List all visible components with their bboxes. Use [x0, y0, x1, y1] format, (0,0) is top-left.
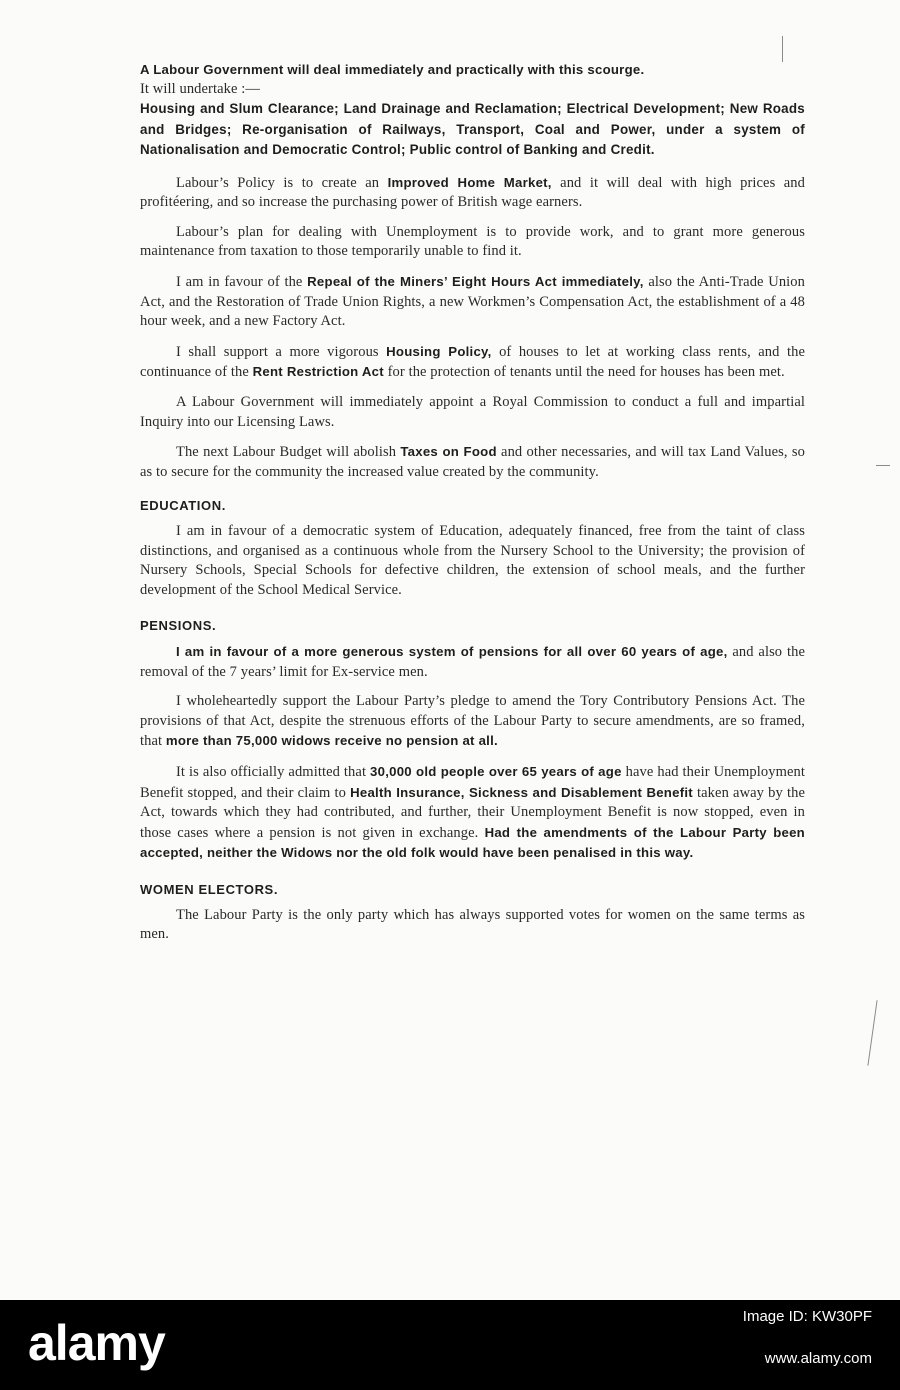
bold-fragment: Housing Policy,	[386, 343, 492, 359]
text-fragment: have had their Unemployment Benefit stopped, and their claim to	[140, 763, 806, 801]
paragraph-budget	[140, 442, 805, 482]
bold-fragment: more than 75,000 widows receive no pension at all.	[165, 733, 498, 749]
bold-fragment: Improved Home Market,	[387, 174, 552, 190]
heading-women-electors: WOMEN ELECTORS.	[140, 881, 279, 897]
paragraph-education: I am in favour of a democratic system of Education, adequately financed, free from the taint of class distinctions, and organised as a continuous whole from the Nursery School to the University; the provision of Nursery Schools, Special Schools for defective children, the extension of school meals, and the further development of the School Medical Service.	[140, 523, 805, 598]
bold-fragment: Health Insurance, Sickness and Disablement Benefit	[350, 784, 693, 800]
bold-fragment: I am in favour of a more generous system of pensions for all over 60 years of age,	[176, 643, 728, 659]
lead-subline: It will undertake :—	[140, 80, 260, 97]
text-fragment: and other necessaries, and will tax Land Values, so as to secure for the community the increased value created by the community.	[140, 444, 805, 480]
bold-fragment: Rent Restriction Act	[252, 364, 384, 380]
paragraph-pensions-3	[140, 762, 805, 864]
text-fragment: taken away by the Act, towards which they had contributed, and further, their Unemployment Benefit is now stopped, even in those cases where a pension is not given in exchange.	[140, 784, 805, 841]
bold-fragment: Taxes on Food	[400, 444, 497, 460]
paragraph-miners	[140, 272, 805, 332]
text-fragment: and also the removal of the 7 years’ limit for Ex-service men.	[140, 643, 806, 680]
margin-pencil-mark	[782, 36, 783, 62]
program-text: Housing and Slum Clearance; Land Drainage and Reclamation; Electrical Development; New Roads and Bridges; Re-organisation of Railways, Transport, Coal and Power, under a system of Nationalisation and Democratic Control; Public control of Banking and Credit.	[140, 101, 805, 158]
paragraph-licensing: A Labour Government will immediately appoint a Royal Commission to conduct a full and impartial Inquiry into our Licensing Laws.	[140, 394, 805, 430]
paragraph-pensions-2	[140, 692, 805, 752]
paragraph-women-electors: The Labour Party is the only party which has always supported votes for women on the same terms as men.	[140, 906, 805, 943]
text-fragment: Labour’s Policy is to create an	[176, 174, 388, 191]
heading-education: EDUCATION.	[140, 498, 226, 514]
lead-heading: A Labour Government will deal immediately and practically with this scourge.	[140, 62, 645, 77]
bold-fragment: Repeal of the Miners’ Eight Hours Act immediately,	[307, 274, 644, 290]
heading-pensions: PENSIONS.	[140, 618, 217, 634]
text-fragment: The next Labour Budget will abolish	[176, 444, 401, 461]
text-fragment: I wholeheartedly support the Labour Party’s pledge to amend the Tory Contributory Pensions Act. The provisions of that Act, despite the strenuous efforts of the Labour Party to secure amendments, are so framed, that	[140, 693, 805, 750]
text-fragment: It is also officially admitted that	[176, 763, 371, 780]
alamy-logo: alamy	[28, 1315, 165, 1371]
text-fragment: of houses to let at working class rents, and the continuance of the	[140, 343, 805, 381]
text-fragment: for the protection of tenants until the need for houses has been met.	[383, 364, 785, 381]
text-fragment: and it will deal with high prices and profitéering, and so increase the purchasing power of British wage earners.	[140, 174, 805, 211]
document-body	[140, 60, 805, 945]
paragraph-home-market	[140, 173, 805, 213]
image-id-label: Image ID: KW30PF	[742, 1308, 872, 1325]
margin-pencil-mark	[876, 465, 890, 466]
text-fragment: I shall support a more vigorous	[176, 343, 387, 360]
program-list	[140, 99, 805, 161]
paragraph-housing	[140, 342, 805, 383]
text-fragment: I am in favour of the	[176, 274, 308, 291]
text-fragment: also the Anti-Trade Union Act, and the Restoration of Trade Union Rights, a new Workmen’s Compensation Act, the establishment of a 48 hour week, and a new Factory Act.	[140, 274, 806, 330]
bold-fragment: Had the amendments of the Labour Party been accepted, neither the Widows nor the old folk would have been penalised in this way.	[140, 824, 805, 861]
bold-fragment: 30,000 old people over 65 years of age	[370, 763, 622, 779]
paragraph-unemployment: Labour’s plan for dealing with Unemployment is to provide work, and to grant more generous maintenance from taxation to those temporarily unable to find it.	[140, 223, 805, 260]
paragraph-pensions-1	[140, 642, 805, 682]
alamy-url: www.alamy.com	[764, 1350, 872, 1367]
